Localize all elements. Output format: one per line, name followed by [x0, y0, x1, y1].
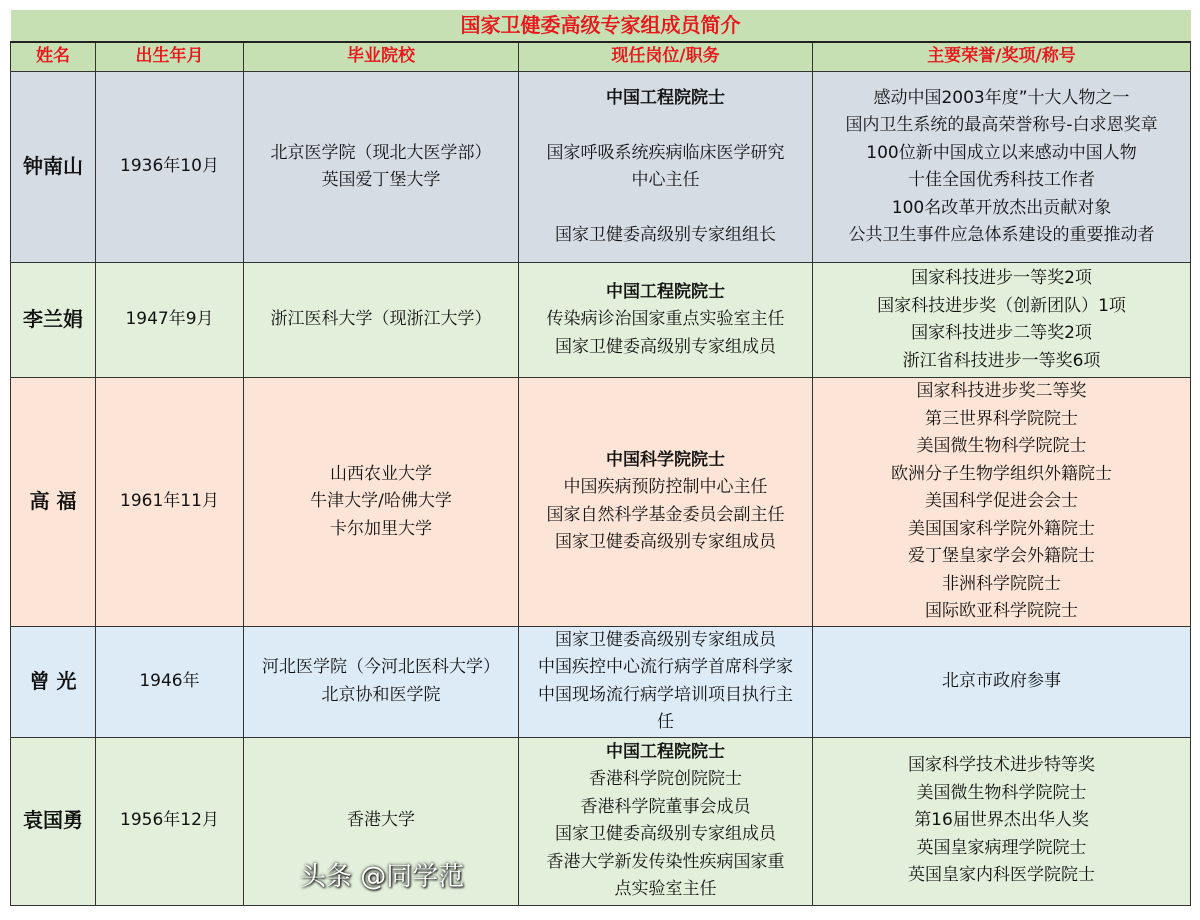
table-title: 国家卫健委高级专家组成员简介 [11, 10, 1191, 42]
position-cell [519, 378, 813, 627]
table-row [11, 378, 1191, 627]
cell-line: 国内卫生系统的最高荣誉称号-白求恩奖章 [845, 115, 1158, 135]
school-cell [244, 378, 519, 627]
cell-line: 卡尔加里大学 [330, 518, 432, 539]
header-row [11, 42, 1191, 72]
position-cell [519, 72, 813, 263]
cell-line: 英国皇家内科医学院院士 [908, 865, 1095, 886]
birth-cell: 1956年12月 [96, 737, 244, 905]
position-cell [519, 737, 813, 905]
spacer [521, 113, 810, 140]
cell-line: 非洲科学院院士 [942, 573, 1061, 594]
cell-line: 浙江省科技进步一等奖6项 [902, 350, 1101, 371]
cell-line: 传染病诊治国家重点实验室主任 [546, 309, 785, 330]
cell-line: 十佳全国优秀科技工作者 [908, 170, 1095, 190]
cell-line: 中国工程院院士 [606, 741, 725, 762]
cell-line: 河北医学院（今河北医科大学） [262, 657, 500, 677]
school-cell [244, 72, 519, 263]
honors-cell [813, 378, 1191, 627]
cell-line: 国家卫健委高级别专家组成员 [555, 336, 776, 357]
cell-line: 第三世界科学院院士 [925, 408, 1078, 429]
cell-line: 任 [657, 712, 674, 732]
cell-line: 中国科学院院士 [606, 449, 725, 470]
cell-line: 中国工程院院士 [606, 281, 725, 302]
table-row [11, 72, 1191, 263]
school-cell [244, 626, 519, 737]
cell-line: 点实验室主任 [614, 879, 717, 899]
cell-line: 100位新中国成立以来感动中国人物 [866, 142, 1137, 163]
cell-line: 中国疾病预防控制中心主任 [563, 477, 768, 498]
cell-line: 美国微生物科学院院士 [916, 436, 1087, 456]
cell-line: 国际欧亚科学院院士 [925, 601, 1078, 621]
cell-line: 国家呼吸系统疾病临床医学研究 [546, 142, 785, 163]
honors-cell [813, 626, 1191, 737]
cell-line [521, 195, 810, 222]
cell-line: 香港科学院创院院士 [589, 769, 742, 789]
cell-line: 浙江医科大学（现浙江大学） [270, 309, 492, 330]
cell-line: 北京医学院（现北大医学部） [270, 142, 492, 163]
cell-line: 美国科学促进会会士 [925, 491, 1078, 511]
cell-line: 中国现场流行病学培训项目执行主 [538, 684, 793, 705]
cell-line: 国家卫健委高级别专家组成员 [555, 824, 776, 844]
cell-line: 香港大学 [347, 810, 415, 831]
header-honors: 主要荣誉/奖项/称号 [813, 42, 1191, 72]
cell-line: 山西农业大学 [330, 463, 432, 484]
cell-line: 国家科技进步奖二等奖 [916, 381, 1087, 401]
cell-line: 英国爱丁堡大学 [321, 170, 441, 190]
cell-line: 香港科学院董事会成员 [580, 796, 751, 817]
cell-line: 英国皇家病理学院院士 [916, 837, 1087, 858]
cell-line: 美国微生物科学院院士 [916, 782, 1087, 803]
position-cell [519, 263, 813, 378]
cell-line: 中国疾控中心流行病学首席科学家 [538, 657, 793, 677]
header-name: 姓名 [11, 42, 96, 72]
cell-line: 国家科技进步一等奖2项 [911, 268, 1092, 288]
cell-line: 中国工程院院士 [606, 88, 725, 108]
cell-line: 国家科学技术进步特等奖 [908, 755, 1095, 776]
name-cell: 钟南山 [11, 72, 96, 263]
birth-cell: 1936年10月 [96, 72, 244, 263]
table-row [11, 263, 1191, 378]
cell-line: 北京市政府参事 [942, 670, 1061, 691]
name-cell: 李兰娟 [11, 263, 96, 378]
cell-line: 第16届世界杰出华人奖 [914, 810, 1089, 831]
watermark: 头条 @同学范 [300, 862, 465, 892]
expert-table [10, 10, 1191, 906]
cell-line: 欧洲分子生物学组织外籍院士 [891, 463, 1112, 484]
table-row [11, 626, 1191, 737]
cell-line: 国家卫健委高级别专家组成员 [555, 629, 776, 650]
honors-cell [813, 263, 1191, 378]
cell-line: 国家科技进步二等奖2项 [911, 323, 1092, 343]
birth-cell: 1947年9月 [96, 263, 244, 378]
cell-line: 公共卫生事件应急体系建设的重要推动者 [848, 225, 1155, 245]
header-birth: 出生年月 [96, 42, 244, 72]
cell-line: 国家自然科学基金委员会副主任 [546, 504, 785, 525]
honors-cell [813, 72, 1191, 263]
name-cell: 高 福 [11, 378, 96, 627]
birth-cell: 1946年 [96, 626, 244, 737]
birth-cell: 1961年11月 [96, 378, 244, 627]
name-cell: 曾 光 [11, 626, 96, 737]
table-row [11, 737, 1191, 905]
cell-line: 国家科技进步奖（创新团队）1项 [877, 295, 1126, 316]
cell-line: 美国国家科学院外籍院士 [908, 518, 1095, 539]
cell-line: 中心主任 [631, 170, 700, 190]
header-school: 毕业院校 [244, 42, 519, 72]
cell-line: 牛津大学/哈佛大学 [310, 491, 452, 511]
cell-line: 感动中国2003年度”十大人物之一 [873, 87, 1130, 108]
name-cell: 袁国勇 [11, 737, 96, 905]
cell-line: 北京协和医学院 [321, 684, 441, 705]
cell-line: 香港大学新发传染性疾病国家重 [546, 851, 785, 872]
header-position: 现任岗位/职务 [519, 42, 813, 72]
cell-line: 爱丁堡皇家学会外籍院士 [908, 546, 1095, 566]
school-cell [244, 263, 519, 378]
position-cell [519, 626, 813, 737]
cell-line: 国家卫健委高级别专家组组长 [555, 224, 776, 245]
honors-cell [813, 737, 1191, 905]
cell-line: 国家卫健委高级别专家组成员 [555, 532, 776, 553]
cell-line: 100名改革开放杰出贡献对象 [891, 197, 1112, 218]
